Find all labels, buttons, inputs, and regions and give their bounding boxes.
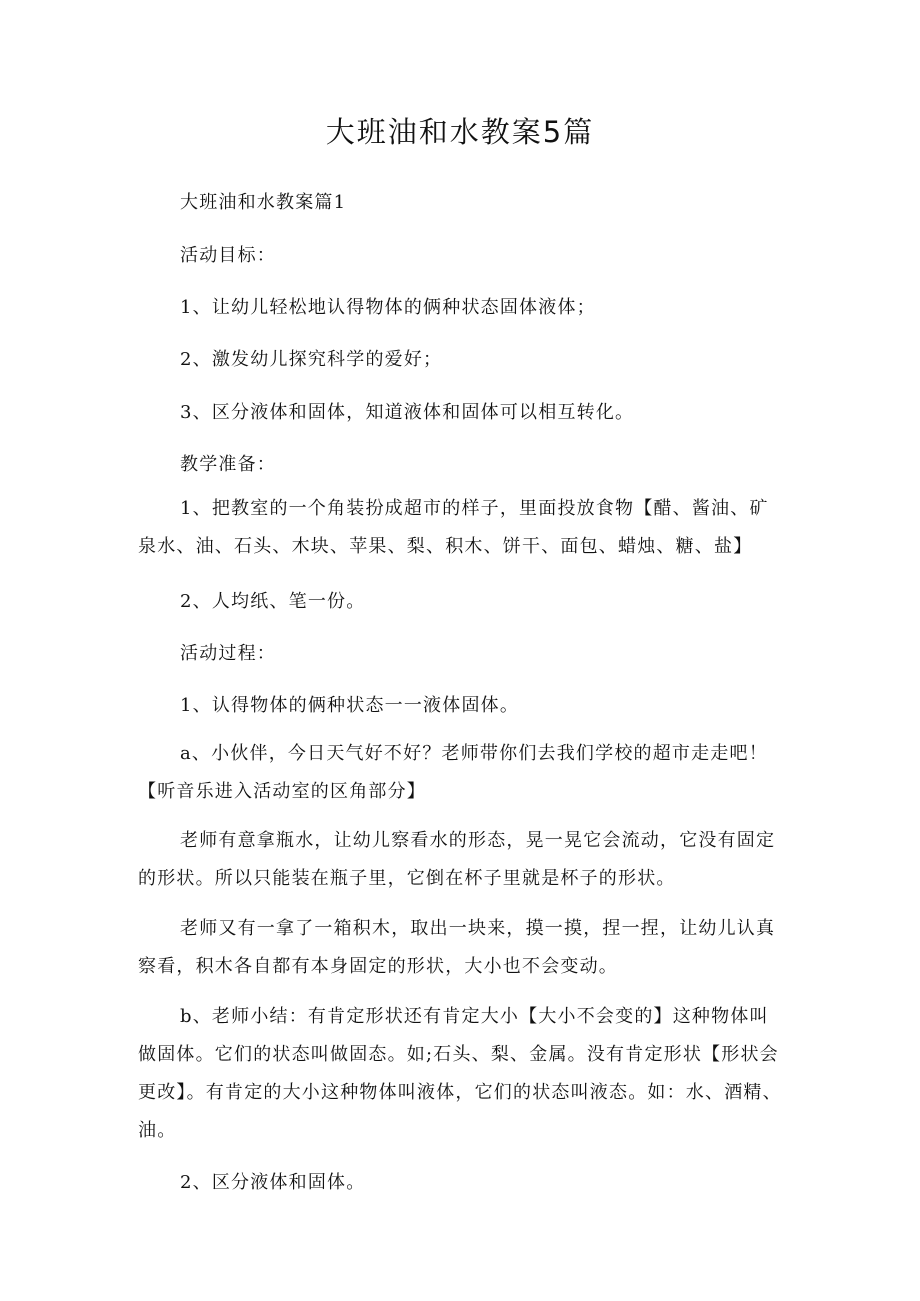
goal-item-3: 3、区分液体和固体，知道液体和固体可以相互转化。	[180, 402, 635, 423]
goal-item-1: 1、让幼儿轻松地认得物体的俩种状态固体液体；	[180, 297, 596, 318]
subheading-teaching-prep: 教学准备：	[180, 454, 276, 475]
subheading-activity-process: 活动过程：	[180, 643, 276, 664]
process-paragraph-a: a、小伙伴，今日天气好不好？老师带你们去我们学校的超市走走吧！【听音乐进入活动室的区角部分】	[138, 743, 768, 802]
goal-item-2: 2、激发幼儿探究科学的爱好；	[180, 349, 443, 370]
prep-item-2: 2、人均纸、笔一份。	[180, 591, 366, 612]
section-heading: 大班油和水教案篇1	[180, 192, 347, 213]
process-paragraph-blocks: 老师又有一拿了一箱积木，取出一块来，摸一摸，捏一捏，让幼儿认真察看，积木各自都有本身固定的形状，大小也不会变动。	[138, 918, 776, 977]
process-step-2: 2、区分液体和固体。	[180, 1172, 366, 1193]
process-step-1: 1、认得物体的俩种状态一一液体固体。	[180, 695, 520, 716]
prep-item-1: 1、把教室的一个角装扮成超市的样子，里面投放食物【醋、酱油、矿泉水、油、石头、木块、苹果、梨、积木、饼干、面包、蜡烛、糖、盐】	[138, 498, 769, 557]
process-paragraph-b-summary: b、老师小结：有肯定形状还有肯定大小【大小不会变的】这种物体叫做固体。它们的状态叫做固态。如;石头、梨、金属。没有肯定形状【形状会更改】。有肯定的大小这种物体叫液体，它们的状态叫液态。如：水、酒精、油。	[138, 1006, 782, 1141]
document-title: 大班油和水教案5篇	[325, 115, 595, 149]
process-paragraph-water: 老师有意拿瓶水，让幼儿察看水的形态，晃一晃它会流动，它没有固定的形状。所以只能装在瓶子里，它倒在杯子里就是杯子的形状。	[138, 830, 776, 889]
subheading-activity-goals: 活动目标：	[180, 245, 276, 266]
